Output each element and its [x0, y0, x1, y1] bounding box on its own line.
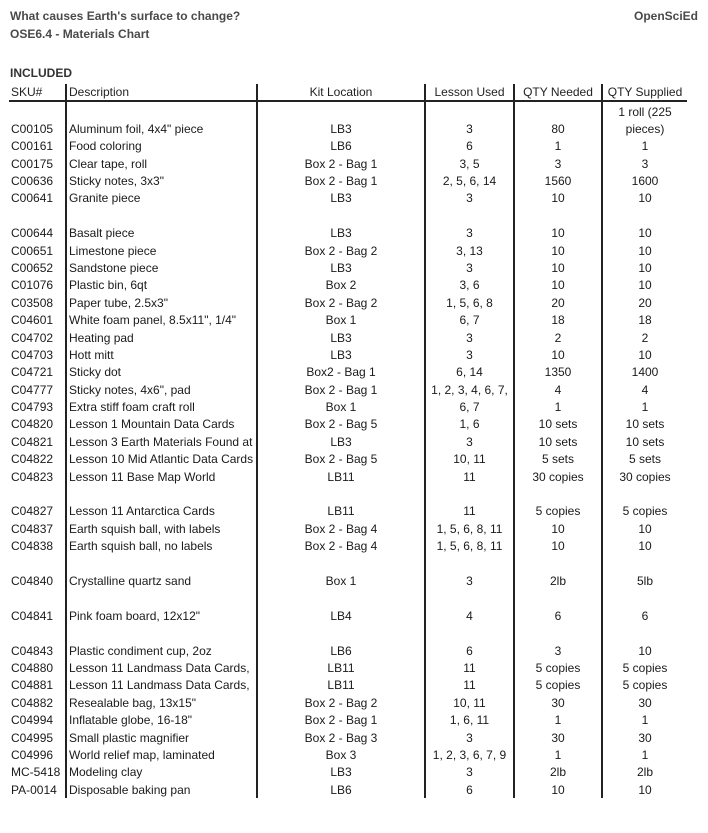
cell-sku: C00105: [11, 121, 54, 136]
cell-qty-supplied: 10: [602, 259, 687, 276]
table-row: [9, 450, 687, 467]
table-row: [9, 137, 687, 154]
table-row: [9, 155, 687, 172]
column-header-qty-needed: QTY Needed: [514, 84, 602, 101]
cell-qty-needed: 1: [514, 137, 602, 154]
cell-kit-location: LB6: [257, 624, 425, 659]
cell-qty-needed: 10: [514, 781, 602, 798]
cell-sku: C04702: [11, 330, 54, 345]
cell-sku: MC-5418: [11, 765, 61, 780]
cell-description: Plastic bin, 6qt: [66, 276, 257, 293]
cell-description: Clear tape, roll: [66, 155, 257, 172]
cell-qty-needed: 2: [514, 329, 602, 346]
cell-sku: C00175: [11, 156, 54, 171]
cell-qty-supplied-text: 1 roll (225 pieces): [618, 105, 672, 136]
cell-lesson-used: 10, 11: [425, 694, 514, 711]
cell-sku: C04841: [11, 608, 54, 623]
cell-lesson-used: 3: [425, 729, 514, 746]
column-header-kit-location: Kit Location: [257, 84, 425, 101]
table-row: [9, 468, 687, 485]
cell-lesson-used: 1, 5, 6, 8: [425, 294, 514, 311]
cell-kit-location: Box 2 - Bag 1: [257, 172, 425, 189]
table-header-row: [9, 84, 687, 101]
cell-qty-supplied: 1600: [602, 172, 687, 189]
table-row: [9, 537, 687, 554]
cell-sku: C04601: [11, 313, 54, 328]
cell-qty-needed: 10: [514, 346, 602, 363]
cell-description: Heating pad: [66, 329, 257, 346]
cell-sku: C01076: [11, 278, 54, 293]
cell-qty-needed: 5 copies: [514, 485, 602, 520]
cell-qty-needed: 30 copies: [514, 468, 602, 485]
cell-qty-supplied: 10: [602, 781, 687, 798]
cell-description: Resealable bag, 13x15": [66, 694, 257, 711]
cell-qty-supplied: 10: [602, 520, 687, 537]
cell-kit-location: Box 2 - Bag 2: [257, 242, 425, 259]
cell-qty-supplied: 10: [602, 624, 687, 659]
table-row: [9, 398, 687, 415]
cell-sku: C04822: [11, 452, 54, 467]
cell-qty-needed: 30: [514, 729, 602, 746]
cell-qty-needed: 10: [514, 242, 602, 259]
cell-qty-needed: 1: [514, 711, 602, 728]
cell-sku: C04721: [11, 365, 54, 380]
cell-qty-needed: 5 copies: [514, 676, 602, 693]
cell-sku: PA-0014: [11, 782, 57, 797]
cell-lesson-used: 2, 5, 6, 14: [425, 172, 514, 189]
cell-qty-supplied: 30 copies: [602, 468, 687, 485]
cell-sku: C04837: [11, 521, 54, 536]
cell-sku: C04703: [11, 347, 54, 362]
cell-description: World relief map, laminated: [66, 746, 257, 763]
cell-qty-supplied: 10: [602, 537, 687, 554]
cell-description: Inflatable globe, 16-18": [66, 711, 257, 728]
cell-kit-location: Box 2: [257, 276, 425, 293]
cell-qty-supplied: 10: [602, 189, 687, 206]
table-row: [9, 711, 687, 728]
cell-lesson-used: 6: [425, 781, 514, 798]
cell-qty-supplied: 5 sets: [602, 450, 687, 467]
cell-qty-supplied: 30: [602, 694, 687, 711]
cell-description: Paper tube, 2.5x3": [66, 294, 257, 311]
cell-kit-location: Box 2 - Bag 1: [257, 155, 425, 172]
cell-lesson-used: 3: [425, 555, 514, 590]
cell-description: Lesson 10 Mid Atlantic Data Cards: [66, 450, 257, 467]
cell-description: Limestone piece: [66, 242, 257, 259]
cell-qty-needed: 10: [514, 520, 602, 537]
document-title: What causes Earth's surface to change?: [10, 9, 241, 23]
cell-sku: C04823: [11, 469, 54, 484]
cell-qty-needed: 20: [514, 294, 602, 311]
column-header-sku: SKU#: [9, 84, 66, 101]
cell-description: Aluminum foil, 4x4" piece: [66, 101, 257, 137]
cell-qty-supplied: 18: [602, 311, 687, 328]
materials-table: [9, 84, 687, 798]
cell-lesson-used: 1, 5, 6, 8, 11: [425, 537, 514, 554]
table-row: [9, 415, 687, 432]
cell-lesson-used: 6: [425, 624, 514, 659]
brand-name: OpenSciEd: [633, 9, 698, 23]
table-row: [9, 433, 687, 450]
cell-lesson-used: 3, 5: [425, 155, 514, 172]
cell-description: Earth squish ball, no labels: [66, 537, 257, 554]
table-row: [9, 589, 687, 624]
table-row: [9, 763, 687, 780]
cell-lesson-used: 1, 6: [425, 415, 514, 432]
cell-qty-needed: 30: [514, 694, 602, 711]
cell-sku: C04820: [11, 417, 54, 432]
cell-description: Lesson 11 Base Map World: [66, 468, 257, 485]
cell-description: Pink foam board, 12x12": [66, 589, 257, 624]
cell-description: White foam panel, 8.5x11", 1/4": [66, 311, 257, 328]
cell-qty-supplied: 3: [602, 155, 687, 172]
cell-qty-needed: 18: [514, 311, 602, 328]
cell-qty-needed: 10: [514, 276, 602, 293]
cell-description: Extra stiff foam craft roll: [66, 398, 257, 415]
cell-qty-supplied: 6: [602, 589, 687, 624]
table-row: [9, 555, 687, 590]
document-subtitle: OSE6.4 - Materials Chart: [10, 27, 150, 41]
cell-qty-needed: 10 sets: [514, 415, 602, 432]
cell-kit-location: Box 2 - Bag 2: [257, 294, 425, 311]
cell-qty-needed: 10: [514, 537, 602, 554]
cell-description: Lesson 3 Earth Materials Found at: [66, 433, 257, 450]
cell-qty-supplied: 20: [602, 294, 687, 311]
cell-qty-supplied: 10: [602, 346, 687, 363]
cell-sku: C04838: [11, 539, 54, 554]
table-row: [9, 294, 687, 311]
cell-kit-location: LB3: [257, 207, 425, 242]
cell-sku: C04995: [11, 730, 54, 745]
cell-kit-location: Box 1: [257, 398, 425, 415]
cell-qty-supplied: 1: [602, 711, 687, 728]
cell-sku: C04882: [11, 695, 54, 710]
table-row: [9, 207, 687, 242]
table-row: [9, 329, 687, 346]
cell-kit-location: Box 2 - Bag 4: [257, 537, 425, 554]
cell-lesson-used: 11: [425, 468, 514, 485]
cell-sku: C04881: [11, 678, 54, 693]
table-row: [9, 363, 687, 380]
cell-qty-supplied: 10: [602, 242, 687, 259]
cell-qty-supplied: 2lb: [602, 763, 687, 780]
cell-qty-needed: 10: [514, 189, 602, 206]
cell-sku: C03508: [11, 295, 54, 310]
cell-sku: C00161: [11, 139, 54, 154]
cell-lesson-used: 1, 2, 3, 6, 7, 9: [425, 746, 514, 763]
cell-kit-location: LB4: [257, 589, 425, 624]
cell-qty-needed: 1: [514, 746, 602, 763]
section-label: INCLUDED: [10, 66, 72, 80]
cell-lesson-used: 11: [425, 659, 514, 676]
table-row: [9, 729, 687, 746]
cell-qty-needed: 6: [514, 589, 602, 624]
cell-lesson-used: 1, 6, 11: [425, 711, 514, 728]
cell-kit-location: LB3: [257, 189, 425, 206]
table-row: [9, 311, 687, 328]
cell-kit-location: Box 1: [257, 555, 425, 590]
cell-kit-location: Box 2 - Bag 5: [257, 415, 425, 432]
cell-kit-location: LB3: [257, 259, 425, 276]
cell-lesson-used: 10, 11: [425, 450, 514, 467]
cell-lesson-used: 3: [425, 101, 514, 137]
cell-description: Lesson 1 Mountain Data Cards: [66, 415, 257, 432]
cell-description: Sticky notes, 4x6", pad: [66, 381, 257, 398]
cell-sku: C00652: [11, 260, 54, 275]
cell-description: Lesson 11 Landmass Data Cards,: [66, 659, 257, 676]
cell-sku: C04840: [11, 574, 54, 588]
cell-lesson-used: 1, 2, 3, 4, 6, 7,: [425, 381, 514, 398]
cell-sku: C00651: [11, 243, 54, 258]
table-row: [9, 694, 687, 711]
cell-sku: C04777: [11, 382, 54, 397]
cell-qty-supplied: 1: [602, 398, 687, 415]
cell-qty-supplied: 30: [602, 729, 687, 746]
cell-qty-needed: 1350: [514, 363, 602, 380]
cell-lesson-used: 6, 14: [425, 363, 514, 380]
cell-qty-needed: 1560: [514, 172, 602, 189]
cell-description: Lesson 11 Antarctica Cards: [66, 485, 257, 520]
cell-sku: C00641: [11, 191, 54, 206]
cell-lesson-used: 3: [425, 763, 514, 780]
cell-qty-supplied: 1: [602, 137, 687, 154]
cell-sku: C00636: [11, 173, 54, 188]
cell-lesson-used: 6: [425, 137, 514, 154]
cell-kit-location: LB11: [257, 485, 425, 520]
table-row: [9, 242, 687, 259]
cell-sku: C04880: [11, 660, 54, 675]
cell-lesson-used: 3, 13: [425, 242, 514, 259]
cell-kit-location: LB11: [257, 659, 425, 676]
cell-qty-needed: 10: [514, 207, 602, 242]
table-row: [9, 746, 687, 763]
cell-kit-location: LB3: [257, 346, 425, 363]
table-row: [9, 101, 687, 137]
cell-lesson-used: 4: [425, 589, 514, 624]
cell-lesson-used: 3: [425, 433, 514, 450]
cell-qty-needed: 3: [514, 624, 602, 659]
cell-kit-location: Box 3: [257, 746, 425, 763]
cell-description: Lesson 11 Landmass Data Cards,: [66, 676, 257, 693]
cell-qty-needed: 10 sets: [514, 433, 602, 450]
table-row: [9, 189, 687, 206]
cell-kit-location: LB3: [257, 329, 425, 346]
table-row: [9, 381, 687, 398]
cell-description: Small plastic magnifier: [66, 729, 257, 746]
cell-qty-supplied: 4: [602, 381, 687, 398]
cell-description: Basalt piece: [66, 207, 257, 242]
cell-sku: C04843: [11, 643, 54, 658]
cell-lesson-used: 3: [425, 207, 514, 242]
cell-lesson-used: 11: [425, 676, 514, 693]
cell-qty-needed: 2lb: [514, 555, 602, 590]
cell-qty-needed: 5 sets: [514, 450, 602, 467]
table-row: [9, 276, 687, 293]
cell-description: Modeling clay: [66, 763, 257, 780]
cell-sku: C04996: [11, 747, 54, 762]
table-row: [9, 259, 687, 276]
cell-qty-supplied: 2: [602, 329, 687, 346]
cell-qty-needed: 3: [514, 155, 602, 172]
cell-qty-supplied: 10: [602, 276, 687, 293]
cell-lesson-used: 6, 7: [425, 398, 514, 415]
cell-kit-location: LB3: [257, 433, 425, 450]
cell-kit-location: Box 2 - Bag 1: [257, 381, 425, 398]
table-row: [9, 346, 687, 363]
cell-lesson-used: 6, 7: [425, 311, 514, 328]
cell-lesson-used: 3: [425, 189, 514, 206]
cell-lesson-used: 11: [425, 485, 514, 520]
table-row: [9, 676, 687, 693]
cell-description: Earth squish ball, with labels: [66, 520, 257, 537]
column-header-description: Description: [66, 84, 257, 101]
cell-sku: C04793: [11, 400, 54, 415]
cell-qty-supplied: 10: [602, 207, 687, 242]
cell-kit-location: Box 2 - Bag 3: [257, 729, 425, 746]
cell-kit-location: Box2 - Bag 1: [257, 363, 425, 380]
cell-qty-supplied: 10 sets: [602, 415, 687, 432]
cell-kit-location: Box 2 - Bag 4: [257, 520, 425, 537]
cell-kit-location: LB11: [257, 676, 425, 693]
cell-description: Sandstone piece: [66, 259, 257, 276]
cell-lesson-used: 3: [425, 346, 514, 363]
cell-description: Crystalline quartz sand: [66, 555, 257, 590]
table-row: [9, 624, 687, 659]
cell-qty-supplied: 5lb: [602, 555, 687, 590]
cell-qty-needed: 5 copies: [514, 659, 602, 676]
cell-qty-needed: 10: [514, 259, 602, 276]
cell-kit-location: LB11: [257, 468, 425, 485]
cell-qty-supplied: 5 copies: [602, 659, 687, 676]
column-header-qty-supplied: QTY Supplied: [602, 84, 687, 101]
cell-sku: C00644: [11, 226, 54, 241]
cell-description: Sticky dot: [66, 363, 257, 380]
cell-lesson-used: 1, 5, 6, 8, 11: [425, 520, 514, 537]
cell-qty-needed: 2lb: [514, 763, 602, 780]
cell-qty-supplied: 5 copies: [602, 676, 687, 693]
cell-kit-location: Box 2 - Bag 1: [257, 711, 425, 728]
cell-kit-location: Box 2 - Bag 2: [257, 694, 425, 711]
table-row: [9, 485, 687, 520]
column-header-lesson-used: Lesson Used: [425, 84, 514, 101]
cell-lesson-used: 3: [425, 259, 514, 276]
table-row: [9, 172, 687, 189]
cell-kit-location: Box 2 - Bag 5: [257, 450, 425, 467]
cell-kit-location: LB3: [257, 101, 425, 137]
cell-qty-supplied: 5 copies: [602, 485, 687, 520]
cell-sku: C04827: [11, 504, 54, 519]
table-row: [9, 659, 687, 676]
cell-kit-location: LB3: [257, 763, 425, 780]
cell-qty-supplied: 1: [602, 746, 687, 763]
cell-sku: C04994: [11, 713, 54, 728]
cell-kit-location: LB6: [257, 137, 425, 154]
cell-kit-location: LB6: [257, 781, 425, 798]
cell-qty-supplied: [602, 101, 687, 137]
cell-qty-needed: 80: [514, 101, 602, 137]
cell-qty-supplied: 1400: [602, 363, 687, 380]
cell-qty-needed: 1: [514, 398, 602, 415]
table-row: [9, 520, 687, 537]
cell-description: Sticky notes, 3x3": [66, 172, 257, 189]
cell-lesson-used: 3: [425, 329, 514, 346]
cell-lesson-used: 3, 6: [425, 276, 514, 293]
cell-description: Hott mitt: [66, 346, 257, 363]
cell-kit-location: Box 1: [257, 311, 425, 328]
table-row: [9, 781, 687, 798]
cell-description: Plastic condiment cup, 2oz: [66, 624, 257, 659]
cell-description: Disposable baking pan: [66, 781, 257, 798]
cell-description: Food coloring: [66, 137, 257, 154]
cell-description: Granite piece: [66, 189, 257, 206]
cell-qty-needed: 4: [514, 381, 602, 398]
cell-sku: C04821: [11, 434, 54, 449]
cell-qty-supplied: 10 sets: [602, 433, 687, 450]
